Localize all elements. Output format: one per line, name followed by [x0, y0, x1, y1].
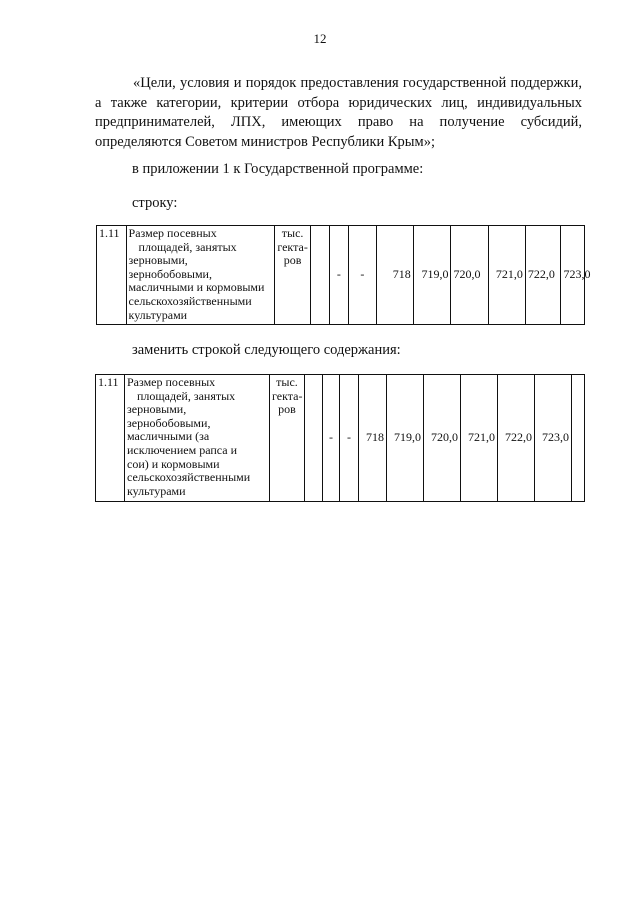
value-cell: 722,0 [525, 226, 561, 325]
value-cell: - [330, 226, 348, 325]
value-cell [305, 375, 323, 502]
value-cell: 719,0 [387, 375, 424, 502]
value-cell: - [323, 375, 340, 502]
value-cell: 720,0 [424, 375, 461, 502]
page-number: 12 [313, 31, 327, 46]
row-intro: строку: [132, 195, 178, 211]
value-cell: 722,0 [498, 375, 535, 502]
appendix-paragraph: в приложении 1 к Государственной программе: [132, 161, 424, 177]
value-cell: 720,0 [451, 226, 489, 325]
value-cell: 723,0 [535, 375, 572, 502]
quote-paragraph: «Цели, условия и порядок предоставления государственной поддержки, а также категории, критерии отбора юридических лиц, индивидуальных предпринимателей, ЛПХ, имеющих право на получение субсидий, определяются Советом министров Республики Крым»; [95, 75, 582, 150]
value-cell: 721,0 [489, 226, 526, 325]
value-cell: - [348, 226, 377, 325]
row-number: 1.11 [96, 375, 125, 502]
value-cell: 723,0 [561, 226, 585, 325]
value-cell: 718 [359, 375, 387, 502]
value-cell: 718 [377, 226, 414, 325]
indicator-name: Размер посевных площадей, занятых зерновыми, зернобобовыми, масличными (за исключением рапса и сои) и кормовыми сельскохозяйственными культурами [125, 375, 270, 502]
unit-cell: тыс. гекта- ров [270, 375, 305, 502]
new-row-table [95, 374, 585, 502]
value-cell [310, 226, 329, 325]
row-number: 1.11 [97, 226, 127, 325]
unit-cell: тыс. гекта- ров [275, 226, 311, 325]
old-row-table [96, 225, 591, 325]
value-cell: - [340, 375, 359, 502]
value-cell: 721,0 [461, 375, 498, 502]
indicator-name: Размер посевных площадей, занятых зерновыми, зернобобовыми, масличными и кормовыми сельскохозяйственными культурами [126, 226, 275, 325]
value-cell: 719,0 [413, 226, 451, 325]
replace-intro: заменить строкой следующего содержания: [132, 342, 401, 358]
value-cell [572, 375, 585, 502]
